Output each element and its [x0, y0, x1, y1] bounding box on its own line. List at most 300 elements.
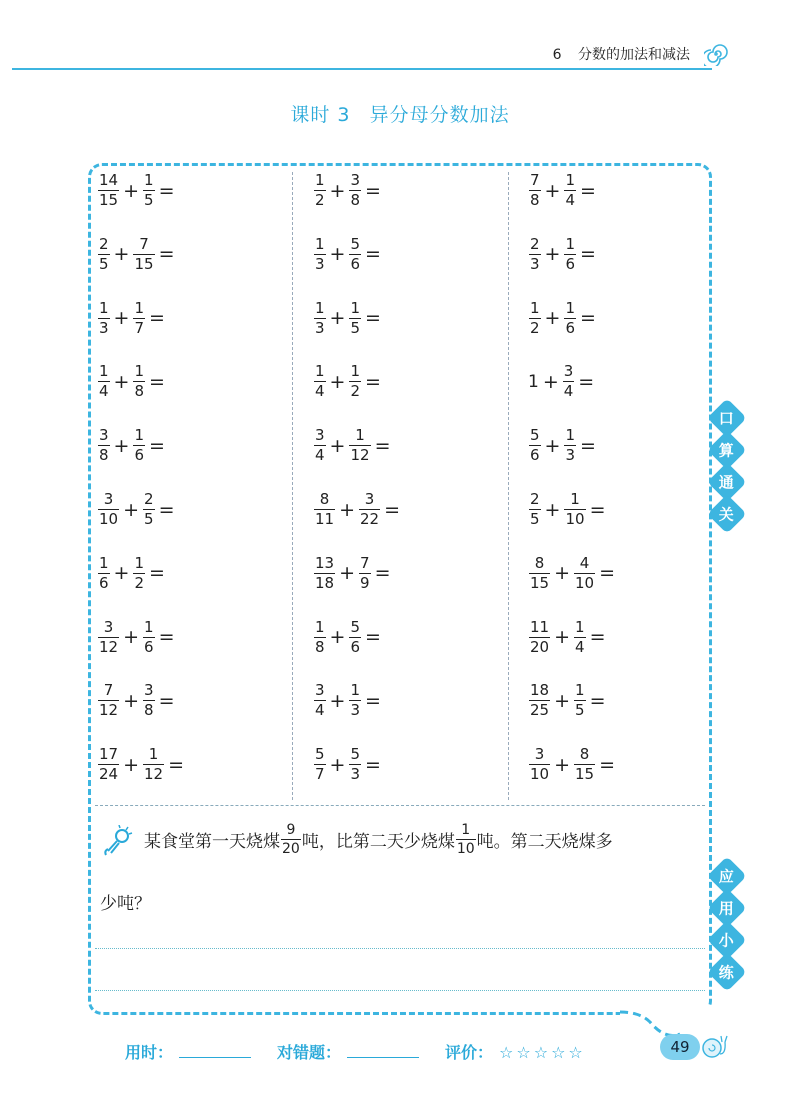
rating-label: 评价： [445, 1043, 494, 1062]
addition-problem [528, 553, 618, 592]
equals-sign: = [365, 179, 381, 202]
equals-sign: = [158, 689, 175, 712]
fraction [98, 234, 110, 273]
equals-sign: = [158, 179, 175, 202]
denominator: 3 [99, 318, 109, 337]
numerator: 1 [575, 681, 585, 700]
fraction [98, 617, 119, 656]
addition-problem [97, 617, 177, 656]
denominator: 6 [134, 446, 145, 465]
word-problem-line-2: 少吨？ [100, 894, 151, 914]
column-divider [508, 172, 509, 800]
numerator: 8 [579, 745, 590, 764]
denominator: 8 [99, 446, 109, 465]
plus-sign: + [329, 689, 346, 712]
fraction [143, 492, 155, 527]
plus-sign: + [554, 753, 571, 776]
fraction [314, 364, 326, 399]
time-label: 用时： [125, 1043, 174, 1062]
addition-problem [97, 173, 177, 208]
addition-problem [528, 364, 597, 399]
footer [125, 1040, 586, 1063]
denominator: 3 [350, 701, 361, 720]
lesson-title [0, 100, 800, 127]
addition-problem [313, 492, 403, 527]
addition-problem [528, 747, 618, 782]
word-text-2: 吨，比第二天少烧煤 [301, 832, 455, 852]
equals-sign: = [365, 307, 381, 330]
rating-stars[interactable]: ☆☆☆☆☆ [499, 1043, 586, 1062]
fraction [349, 683, 361, 718]
denominator: 6 [99, 573, 109, 592]
equals-sign: = [158, 626, 175, 649]
numerator: 1 [134, 426, 145, 445]
plus-sign: + [113, 370, 130, 393]
addition-problem [313, 428, 393, 463]
numerator: 5 [350, 617, 361, 636]
denominator: 3 [565, 446, 576, 465]
fraction [143, 617, 155, 656]
fraction [349, 298, 361, 337]
fraction [349, 173, 361, 208]
errors-blank[interactable] [347, 1044, 419, 1058]
numerator: 2 [144, 490, 154, 508]
fraction [133, 364, 145, 399]
denominator: 2 [134, 573, 145, 592]
denominator: 10 [565, 510, 585, 528]
numerator: 1 [565, 298, 576, 317]
numerator: 7 [139, 234, 149, 253]
plus-sign: + [123, 498, 140, 521]
fraction [314, 492, 335, 527]
fraction [359, 492, 380, 527]
equals-sign: = [365, 689, 381, 712]
fraction [133, 553, 145, 592]
fraction [574, 553, 595, 592]
denominator: 25 [530, 701, 550, 720]
denominator: 15 [575, 765, 595, 784]
equals-sign: = [580, 179, 596, 202]
plus-sign: + [329, 753, 346, 776]
denominator: 6 [530, 446, 540, 465]
denominator: 7 [315, 765, 325, 784]
fraction [98, 747, 119, 782]
plus-sign: + [123, 626, 140, 649]
equals-sign: = [599, 562, 616, 585]
page-number: 49 [660, 1034, 700, 1060]
numerator: 1 [355, 426, 365, 445]
denominator: 10 [530, 765, 550, 784]
plus-sign: + [113, 307, 130, 330]
fraction [529, 492, 541, 527]
answer-line[interactable] [95, 948, 705, 949]
equals-sign: = [589, 498, 606, 521]
fraction [98, 364, 110, 399]
equals-sign: = [365, 370, 381, 393]
addition-problem [528, 492, 608, 527]
numerator: 1 [350, 681, 361, 700]
denominator: 5 [144, 510, 154, 528]
denominator: 2 [530, 318, 540, 337]
denominator: 6 [350, 254, 361, 273]
numerator: 3 [563, 362, 574, 381]
addition-problem [528, 617, 608, 656]
denominator: 8 [144, 701, 154, 720]
side-tag-oral-practice: 口 算 通 关 [713, 404, 743, 532]
addition-problem [97, 364, 168, 399]
fraction [98, 173, 119, 208]
numerator: 1 [565, 426, 576, 445]
whole-number: 1 [528, 371, 539, 392]
equals-sign: = [149, 307, 165, 330]
plus-sign: + [123, 689, 140, 712]
fraction [564, 492, 585, 527]
denominator: 5 [350, 318, 361, 337]
denominator: 12 [99, 637, 119, 656]
fraction [133, 428, 145, 463]
fraction [529, 617, 550, 656]
equals-sign: = [589, 689, 606, 712]
denominator: 12 [144, 765, 164, 784]
numerator: 17 [99, 745, 119, 764]
denominator: 4 [315, 446, 325, 465]
equals-sign: = [589, 626, 606, 649]
addition-problem [97, 553, 168, 592]
numerator: 3 [315, 681, 325, 700]
numerator: 1 [530, 298, 540, 317]
fraction [314, 173, 326, 208]
addition-problem [528, 234, 599, 273]
numerator: 3 [144, 681, 154, 700]
plus-sign: + [554, 562, 571, 585]
numerator: 2 [530, 490, 540, 508]
equals-sign: = [580, 243, 596, 266]
plus-sign: + [542, 370, 559, 393]
plus-sign: + [544, 243, 561, 266]
fraction [529, 234, 541, 273]
header-rule [12, 68, 712, 70]
equals-sign: = [168, 753, 185, 776]
denominator: 8 [134, 382, 145, 401]
denominator: 2 [315, 191, 325, 209]
addition-problem [528, 428, 599, 463]
denominator: 2 [350, 382, 361, 401]
fraction [349, 364, 361, 399]
lesson-topic: 异分母分数加法 [369, 104, 510, 126]
denominator: 15 [99, 191, 119, 209]
denominator: 3 [350, 765, 361, 784]
denominator: 4 [575, 637, 585, 656]
numerator: 8 [319, 490, 330, 508]
addition-problem [97, 683, 177, 718]
equals-sign: = [374, 562, 391, 585]
fraction [314, 617, 326, 656]
numerator: 1 [148, 745, 159, 764]
denominator: 9 [360, 573, 370, 592]
numerator: 1 [350, 362, 361, 381]
word-text-3: 吨。第二天烧煤多 [476, 832, 613, 852]
equals-sign: = [580, 307, 596, 330]
denominator: 10 [99, 510, 119, 528]
numerator: 1 [134, 298, 145, 317]
denominator: 15 [134, 254, 154, 273]
fraction [133, 234, 154, 273]
word-text-1: 某食堂第一天烧煤 [144, 832, 280, 852]
lightbulb-icon [100, 825, 136, 861]
denominator: 4 [99, 382, 109, 401]
fraction [349, 747, 361, 782]
equals-sign: = [149, 562, 165, 585]
denominator: 4 [563, 382, 574, 401]
addition-problem [97, 298, 168, 337]
numerator: 11 [530, 617, 550, 636]
equals-sign: = [578, 370, 595, 393]
denominator: 10 [575, 573, 595, 592]
numerator: 3 [103, 617, 114, 636]
addition-problem [313, 747, 384, 782]
spiral-icon [704, 42, 728, 66]
fraction [98, 553, 110, 592]
numerator: 1 [565, 171, 576, 189]
numerator: 13 [315, 553, 335, 572]
denominator: 6 [350, 637, 361, 656]
equals-sign: = [158, 498, 175, 521]
denominator: 8 [530, 191, 540, 209]
denominator: 11 [315, 510, 335, 528]
plus-sign: + [329, 307, 346, 330]
fraction [143, 173, 155, 208]
column-divider [292, 172, 293, 800]
addition-problem [313, 173, 384, 208]
denominator: 5 [530, 510, 540, 528]
fraction [143, 683, 155, 718]
fraction [574, 617, 586, 656]
fraction [133, 298, 145, 337]
numerator: 3 [99, 426, 109, 445]
fraction [349, 234, 361, 273]
plus-sign: + [544, 307, 561, 330]
plus-sign: + [123, 753, 140, 776]
section-divider [95, 805, 705, 806]
snail-icon [700, 1028, 728, 1060]
denominator: 6 [144, 637, 154, 656]
addition-problem [528, 173, 599, 208]
denominator: 12 [350, 446, 370, 465]
fraction [349, 428, 370, 463]
denominator: 8 [315, 637, 325, 656]
fraction [314, 298, 326, 337]
equals-sign: = [149, 434, 165, 457]
plus-sign: + [329, 434, 346, 457]
numerator: 1 [315, 234, 325, 253]
numerator: 1 [144, 617, 154, 636]
denominator: 22 [360, 510, 380, 528]
equals-sign: = [149, 370, 165, 393]
addition-problem [97, 428, 168, 463]
denominator: 15 [530, 573, 550, 592]
equals-sign: = [158, 243, 175, 266]
numerator: 5 [530, 426, 540, 445]
numerator: 1 [315, 171, 325, 189]
fraction [359, 553, 371, 592]
denominator: 8 [350, 191, 361, 209]
fraction [529, 173, 541, 208]
fraction [563, 364, 575, 399]
denominator: 3 [315, 318, 325, 337]
fraction: $\frac{1}{10}$ [456, 822, 475, 857]
addition-problem [97, 747, 187, 782]
denominator: 3 [530, 254, 540, 273]
denominator: 4 [315, 701, 325, 720]
plus-sign: + [123, 179, 140, 202]
fraction [529, 298, 541, 337]
numerator: 1 [99, 553, 109, 572]
numerator: 1 [134, 362, 145, 381]
errors-label: 对错题： [277, 1043, 342, 1062]
numerator: 1 [315, 362, 325, 381]
addition-problem [313, 553, 393, 592]
plus-sign: + [329, 243, 346, 266]
plus-sign: + [113, 434, 130, 457]
addition-problem [313, 364, 384, 399]
equals-sign: = [580, 434, 596, 457]
fraction [564, 428, 576, 463]
addition-problem [313, 683, 384, 718]
fraction [314, 553, 335, 592]
plus-sign: + [544, 179, 561, 202]
plus-sign: + [329, 370, 346, 393]
fraction [314, 747, 326, 782]
numerator: 4 [579, 553, 590, 572]
fraction [98, 683, 119, 718]
equals-sign: = [384, 498, 401, 521]
time-blank[interactable] [179, 1044, 251, 1058]
numerator: 3 [315, 426, 325, 445]
numerator: 2 [530, 234, 540, 253]
numerator: 7 [103, 681, 114, 700]
denominator: 24 [99, 765, 119, 784]
equals-sign: = [365, 243, 381, 266]
denominator: 5 [144, 191, 154, 209]
numerator: 2 [99, 234, 109, 253]
chapter-header [553, 44, 690, 64]
addition-problem [528, 298, 599, 337]
plus-sign: + [113, 562, 130, 585]
addition-problem [313, 234, 384, 273]
plus-sign: + [544, 434, 561, 457]
addition-problem [313, 298, 384, 337]
fraction [529, 428, 541, 463]
numerator: 14 [99, 171, 119, 189]
fraction: $\frac{9}{20}$ [282, 822, 300, 857]
fraction [98, 428, 110, 463]
side-tag-application: 应 用 小 练 [713, 862, 743, 990]
denominator: 4 [315, 382, 325, 401]
numerator: 5 [350, 745, 361, 764]
fraction [564, 298, 576, 337]
fraction [314, 234, 326, 273]
numerator: 1 [350, 298, 361, 317]
numerator: 18 [530, 681, 550, 700]
plus-sign: + [554, 626, 571, 649]
fraction [98, 298, 110, 337]
chapter-number: 6 [552, 47, 562, 63]
denominator: 12 [99, 701, 119, 720]
denominator: 5 [99, 254, 109, 273]
chapter-title: 分数的加法和减法 [578, 47, 690, 63]
word-problem-line-1 [144, 823, 613, 856]
plus-sign: + [329, 179, 346, 202]
plus-sign: + [339, 498, 356, 521]
numerator: 3 [103, 490, 114, 508]
fraction [564, 173, 576, 208]
denominator: 20 [530, 637, 550, 656]
fraction [143, 747, 164, 782]
numerator: 1 [315, 617, 325, 636]
fraction [529, 747, 550, 782]
denominator: 6 [565, 318, 576, 337]
denominator: 7 [134, 318, 145, 337]
numerator: 1 [134, 553, 145, 572]
lesson-label: 课时 3 [290, 104, 351, 126]
numerator: 1 [315, 298, 325, 317]
fraction [349, 617, 361, 656]
denominator: 4 [565, 191, 576, 209]
addition-problem [528, 683, 608, 718]
equals-sign: = [365, 753, 381, 776]
numerator: 1 [99, 298, 109, 317]
fraction [98, 492, 119, 527]
fraction [574, 747, 595, 782]
numerator: 5 [350, 234, 361, 253]
fraction [564, 234, 576, 273]
addition-problem [313, 617, 384, 656]
addition-problem [97, 234, 177, 273]
numerator: 3 [364, 490, 375, 508]
equals-sign: = [374, 434, 391, 457]
numerator: 1 [575, 617, 585, 636]
denominator: 6 [565, 254, 576, 273]
plus-sign: + [554, 689, 571, 712]
numerator: 3 [350, 171, 361, 189]
denominator: 5 [575, 701, 585, 720]
plus-sign: + [339, 562, 356, 585]
fraction [314, 428, 326, 463]
fraction [529, 683, 550, 718]
fraction [314, 683, 326, 718]
fraction [574, 683, 586, 718]
numerator: 1 [99, 362, 109, 381]
numerator: 7 [530, 171, 540, 189]
fraction [529, 553, 550, 592]
addition-problem [97, 492, 177, 527]
denominator: 3 [315, 254, 325, 273]
numerator: 1 [144, 171, 154, 189]
answer-line[interactable] [95, 990, 705, 991]
numerator: 7 [360, 553, 370, 572]
equals-sign: = [365, 626, 381, 649]
numerator: 1 [570, 490, 580, 508]
plus-sign: + [113, 243, 130, 266]
numerator: 1 [565, 234, 576, 253]
numerator: 3 [534, 745, 545, 764]
exercise-frame [88, 163, 712, 1015]
denominator: 18 [315, 573, 335, 592]
plus-sign: + [329, 626, 346, 649]
plus-sign: + [544, 498, 561, 521]
numerator: 5 [315, 745, 325, 764]
numerator: 8 [534, 553, 545, 572]
